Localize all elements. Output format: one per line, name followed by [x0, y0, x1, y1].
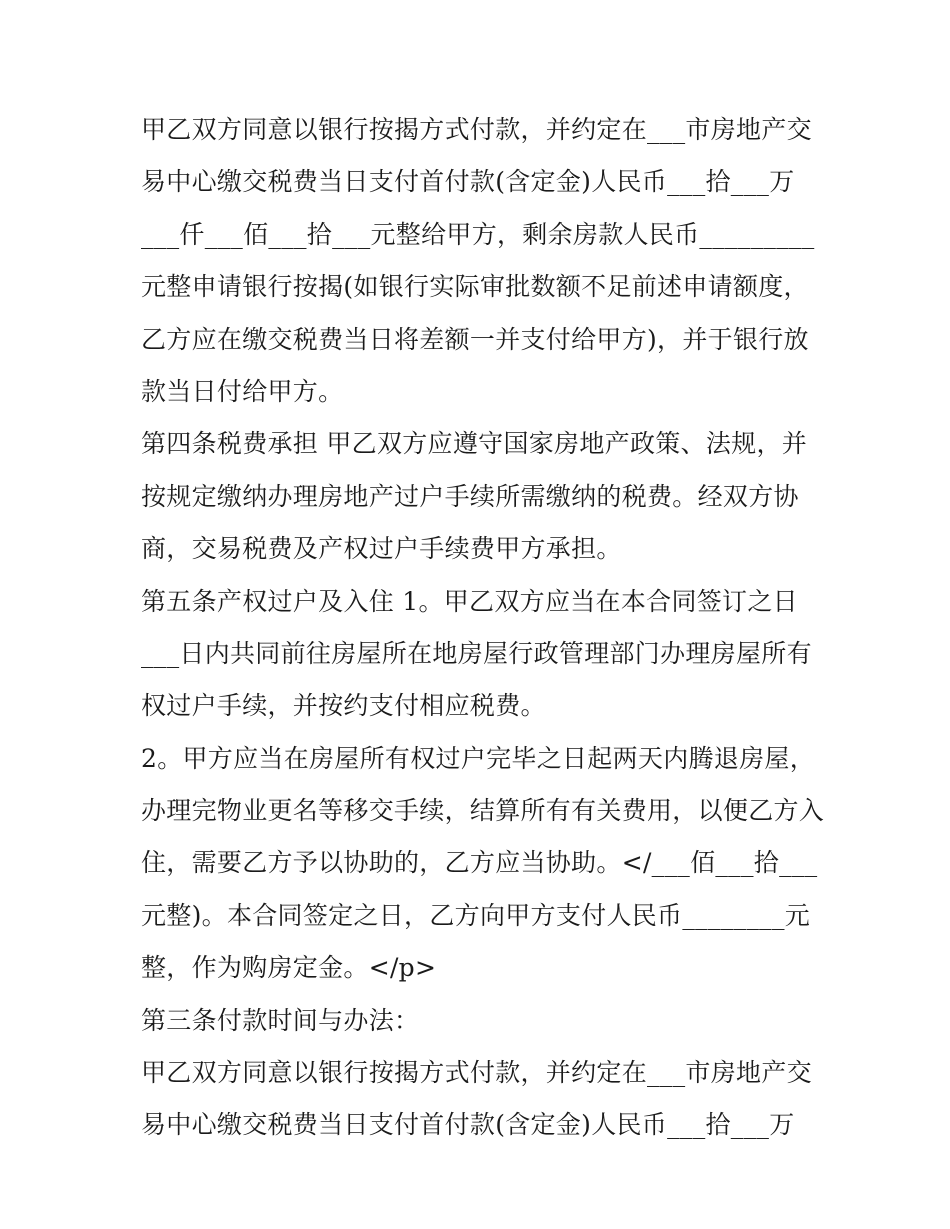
- text-line: 元整)。本合同签定之日，乙方向甲方支付人民币________元: [141, 900, 811, 930]
- text-line: 整，作为购房定金。</p>: [141, 953, 437, 983]
- article-3-heading-line: 第三条付款时间与办法：: [141, 1005, 420, 1035]
- text-line: 易中心缴交税费当日支付首付款(含定金)人民币___拾___万: [141, 167, 795, 197]
- document-body: [141, 104, 825, 1152]
- text-line: 办理完物业更名等移交手续，结算所有有关费用，以便乙方入: [141, 796, 825, 826]
- text-line: 住，需要乙方予以协助的，乙方应当协助。</___佰___拾___: [141, 848, 818, 878]
- text-line: ___仟___佰___拾___元整给甲方，剩余房款人民币_________: [141, 219, 815, 249]
- text-line: 元整申请银行按揭(如银行实际审批数额不足前述申请额度，: [141, 272, 809, 302]
- text-line: 乙方应在缴交税费当日将差额一并支付给甲方)，并于银行放: [141, 324, 809, 354]
- article-4-heading-line: 第四条税费承担 甲乙双方应遵守国家房地产政策、法规，并: [141, 429, 808, 459]
- text-line: 易中心缴交税费当日支付首付款(含定金)人民币___拾___万: [141, 1110, 795, 1140]
- article-5-heading-line: 第五条产权过户及入住 1。甲乙双方应当在本合同签订之日: [141, 586, 798, 616]
- text-line: 权过户手续，并按约支付相应税费。: [141, 691, 546, 721]
- clause-2-line: 2。甲方应当在房屋所有权过户完毕之日起两天内腾退房屋，: [141, 743, 816, 773]
- text-line: 款当日付给甲方。: [141, 376, 344, 406]
- text-line: 商，交易税费及产权过户手续费甲方承担。: [141, 534, 622, 564]
- text-line: 甲乙双方同意以银行按揭方式付款，并约定在___市房地产交: [141, 115, 812, 144]
- text-line: 甲乙双方同意以银行按揭方式付款，并约定在___市房地产交: [141, 1058, 812, 1088]
- text-line: 按规定缴纳办理房地产过户手续所需缴纳的税费。经双方协: [141, 481, 799, 511]
- text-line: ___日内共同前往房屋所在地房屋行政管理部门办理房屋所有: [141, 638, 812, 668]
